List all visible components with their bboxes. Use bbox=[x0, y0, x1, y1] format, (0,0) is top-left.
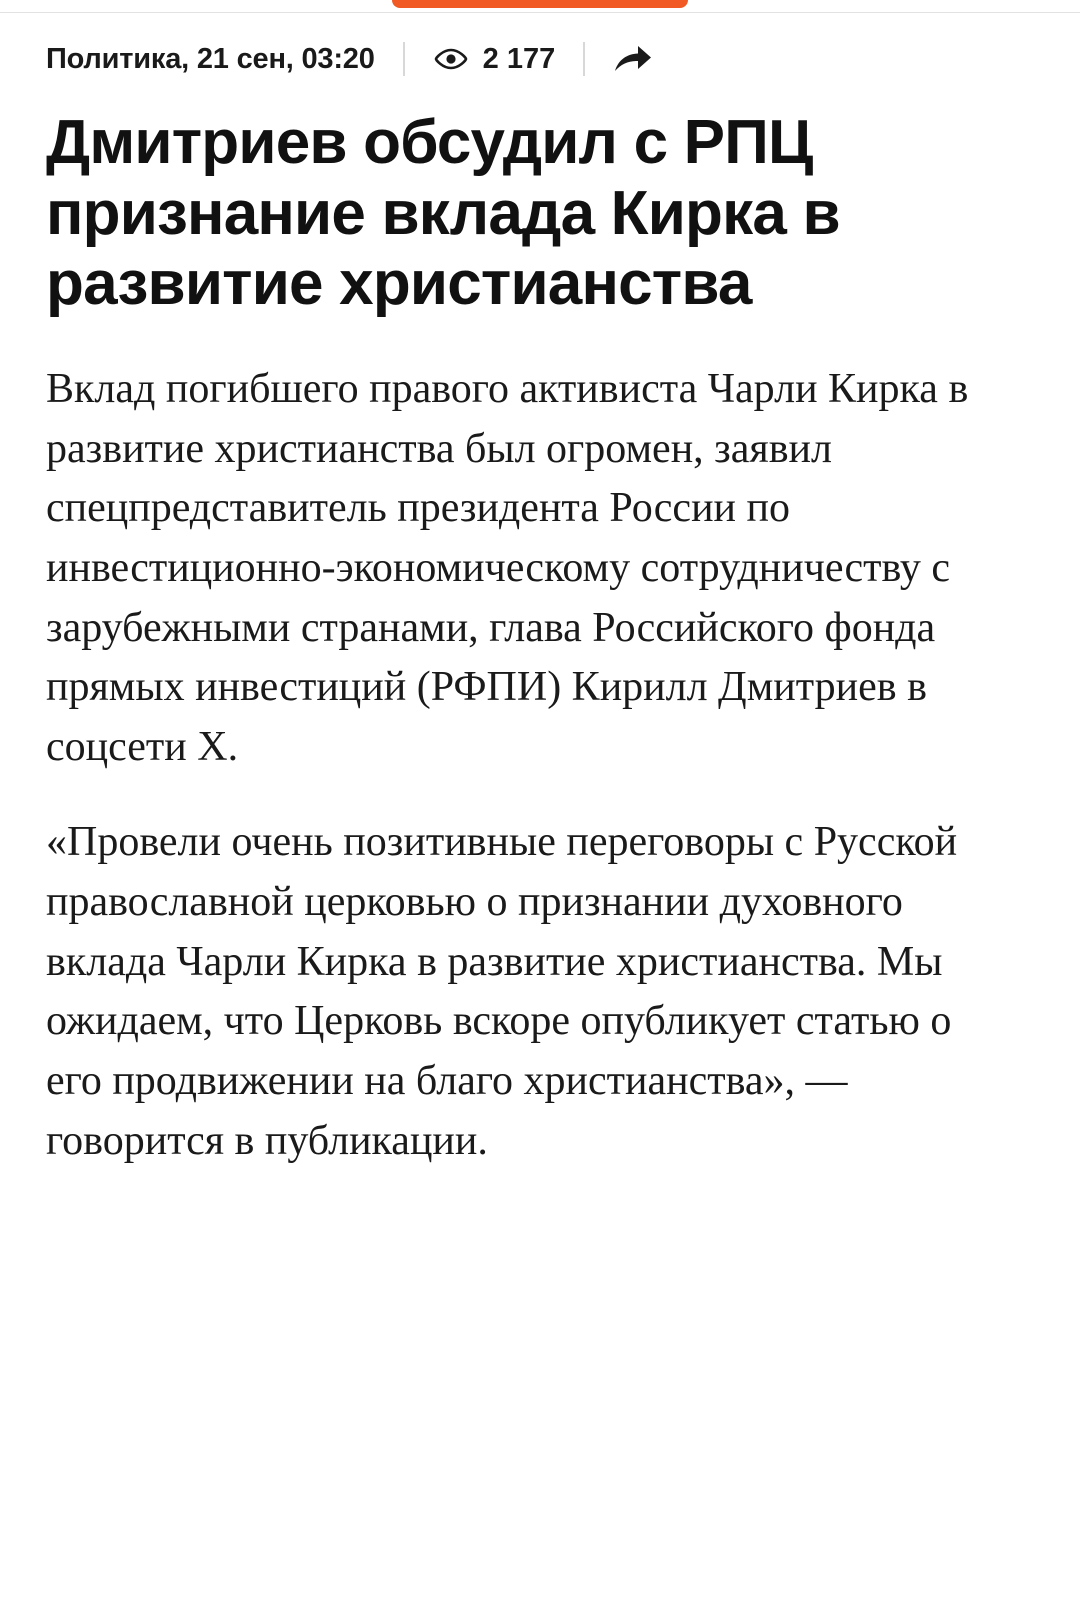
page-title: Дмитриев обсудил с РПЦ признание вклада Кирка в развитие христианства bbox=[46, 108, 840, 319]
article-body bbox=[46, 360, 1034, 1171]
article-paragraph: «Провели очень позитивные переговоры с Русской православной церковью о признании духовного вклада Чарли Кирка в развитие христианства. Мы ожидаем, что Церковь вскоре опубликует статью о его продвижении на благо христианства», — говорится в публикации. bbox=[46, 819, 958, 1164]
views-group bbox=[433, 43, 556, 76]
share-icon[interactable] bbox=[613, 42, 653, 76]
views-count: 2 177 bbox=[482, 42, 556, 75]
rubric-and-date[interactable]: Политика, 21 сен, 03:20 bbox=[46, 42, 375, 75]
meta-divider-1 bbox=[403, 42, 405, 76]
article-meta-row bbox=[46, 32, 1034, 86]
accent-action-button[interactable] bbox=[392, 0, 688, 8]
article-paragraph: Вклад погибшего правого активиста Чарли Кирка в развитие христианства был огромен, заявил спецпредставитель президента России по инвестиционно-экономическому сотрудничеству с зарубежными странами, глава Российского фонда прямых инвестиций (РФПИ) Кирилл Дмитриев в соцсети X. bbox=[46, 366, 969, 770]
header-divider bbox=[0, 12, 1080, 13]
article-content bbox=[0, 32, 1080, 1171]
meta-divider-2 bbox=[583, 42, 585, 76]
top-strip bbox=[0, 0, 1080, 14]
eye-icon bbox=[433, 47, 469, 71]
